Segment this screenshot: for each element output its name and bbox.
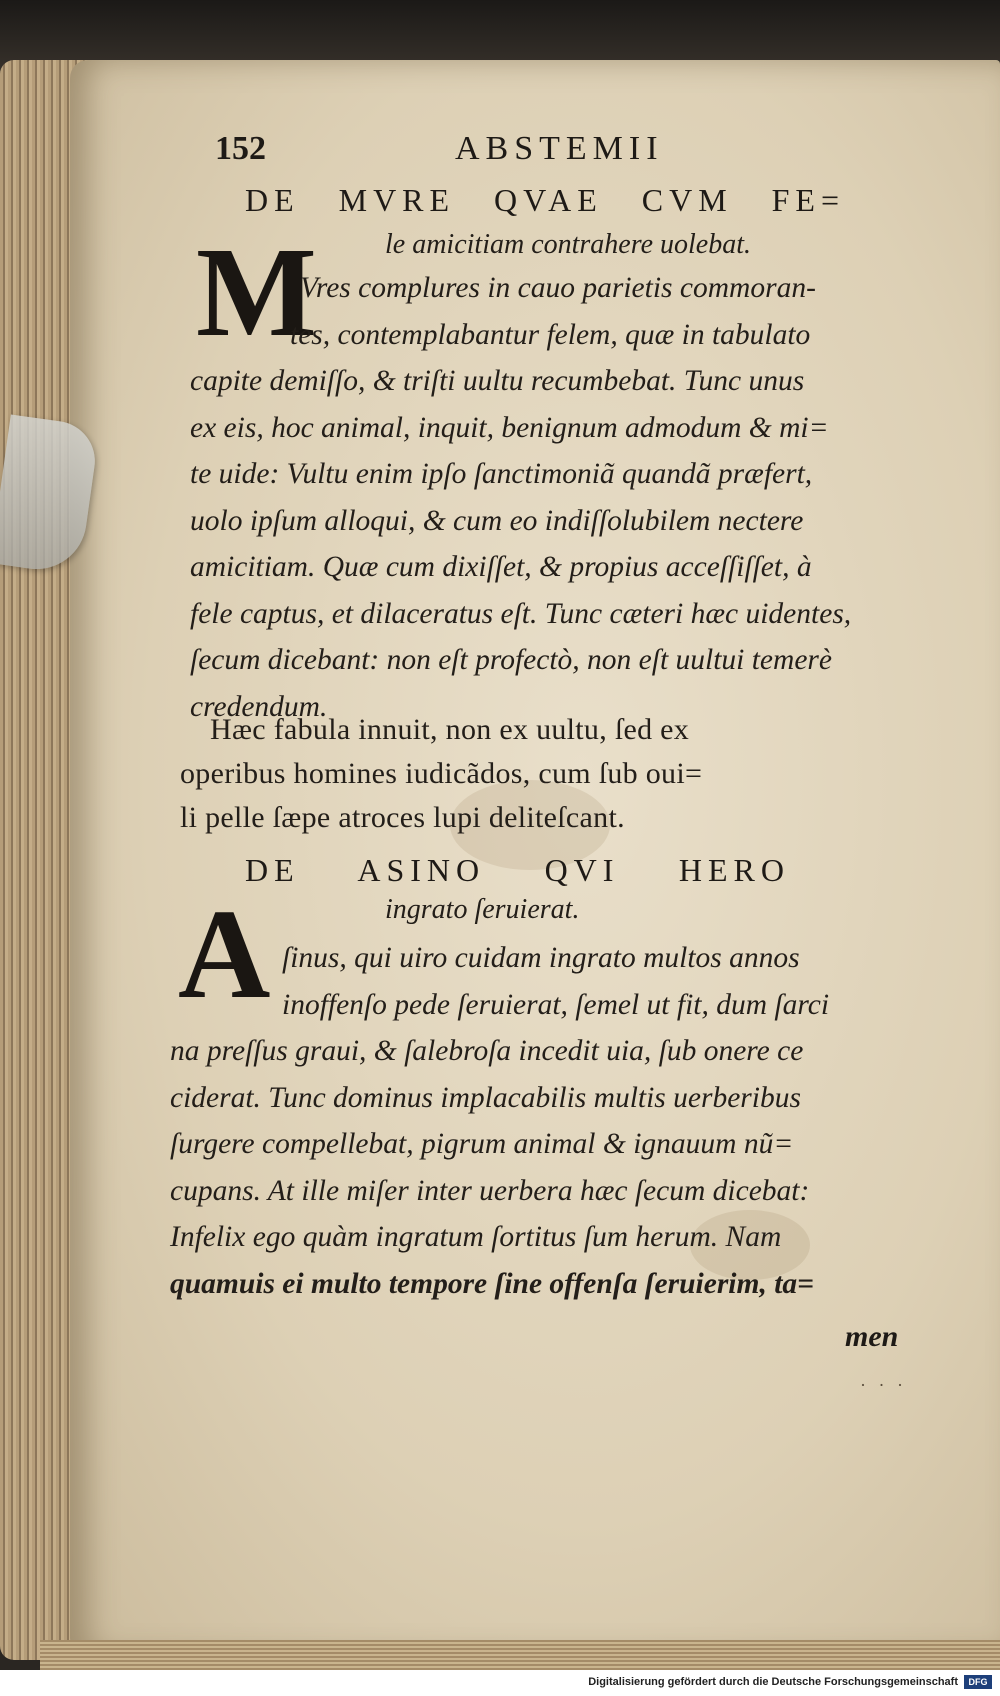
fable1-subtitle-block (385, 225, 865, 265)
running-head: ABSTEMII (455, 130, 664, 167)
fable1-body-indented (290, 265, 1000, 358)
fable2-subtitle-block (385, 890, 785, 930)
moral-line-1: Hæc fabula innuit, non ex uultu, ſed ex (210, 713, 690, 746)
fable1-line-2: tes, contemplabantur felem, quæ in tabulato (290, 318, 811, 351)
digitization-footer (0, 1670, 1000, 1696)
fable1-dropcap: M (196, 221, 317, 363)
fable1-subtitle: le amicitiam contrahere uolebat. (385, 229, 751, 260)
book-page-bottom-edges (40, 1640, 1000, 1670)
ink-marks: · · · (860, 1375, 907, 1395)
page-number: 152 (215, 130, 266, 167)
fable1-moral (180, 708, 880, 840)
fable2-line-2: inoffenſo pede ſeruierat, ſemel ut fit, dum ſarci (282, 988, 830, 1021)
fable1-body (190, 358, 890, 730)
fable2-body-indented (282, 935, 982, 1028)
fable2-line-6: cupans. At ille miſer inter uerbera hæc ſecum dicebat: (170, 1174, 810, 1207)
page-header (215, 130, 935, 180)
fable2-line-5: ſurgere compellebat, pigrum animal & ignauum nũ= (170, 1128, 794, 1160)
fable1-line-4: ex eis, hoc animal, inquit, benignum admodum & mi= (190, 411, 829, 444)
fable2-dropcap: A (178, 883, 271, 1025)
fable2-line-1: ſinus, qui uiro cuidam ingrato multos annos (282, 942, 800, 974)
fable2-line-4: ciderat. Tunc dominus implacabilis multis uerberibus (170, 1081, 801, 1114)
fable2-subtitle: ingrato ſeruierat. (385, 894, 580, 925)
fable1-line-6: uolo ipſum alloqui, & cum eo indiſſolubilem nectere (190, 504, 804, 537)
fable1-line-9: ſecum dicebant: non eſt profectò, non eſt uultui temerè (190, 644, 832, 676)
fable1-line-1: Vres complures in cauo parietis commoran- (300, 272, 816, 304)
fable1-title: DE MVRE QVAE CVM FE= (245, 182, 845, 218)
fable2-title: DE ASINO QVI HERO (245, 852, 790, 888)
fable1-line-3: capite demiſſo, & triſti uultu recumbebat. Tunc unus (190, 365, 805, 397)
moral-line-3: li pelle ſæpe atroces lupi deliteſcant. (180, 801, 625, 834)
dfg-logo: DFG (964, 1675, 992, 1689)
fable1-line-5: te uide: Vultu enim ipſo ſanctimoniã quandã præfert, (190, 458, 813, 490)
fable2-body (170, 1028, 870, 1307)
fable2-line-3: na preſſus graui, & ſalebroſa incedit uia, ſub onere ce (170, 1035, 804, 1067)
moral-line-2: operibus homines iudicãdos, cum ſub oui= (180, 757, 703, 790)
fable1-line-7: amicitiam. Quæ cum dixiſſet, & propius acceſſiſſet, à (190, 551, 812, 583)
footer-credit: Digitalisierung gefördert durch die Deutsche Forschungsgemeinschaft (588, 1676, 958, 1688)
catchword: men (845, 1320, 899, 1353)
fable2-line-7: Infelix ego quàm ingratum ſortitus ſum herum. Nam (170, 1221, 782, 1253)
fable2-line-8: quamuis ei multo tempore ſine offenſa ſeruierim, ta= (170, 1267, 814, 1300)
fable1-line-8: fele captus, et dilaceratus eſt. Tunc cæteri hæc uidentes, (190, 597, 852, 630)
fable1-line-10: credendum. (190, 690, 328, 723)
